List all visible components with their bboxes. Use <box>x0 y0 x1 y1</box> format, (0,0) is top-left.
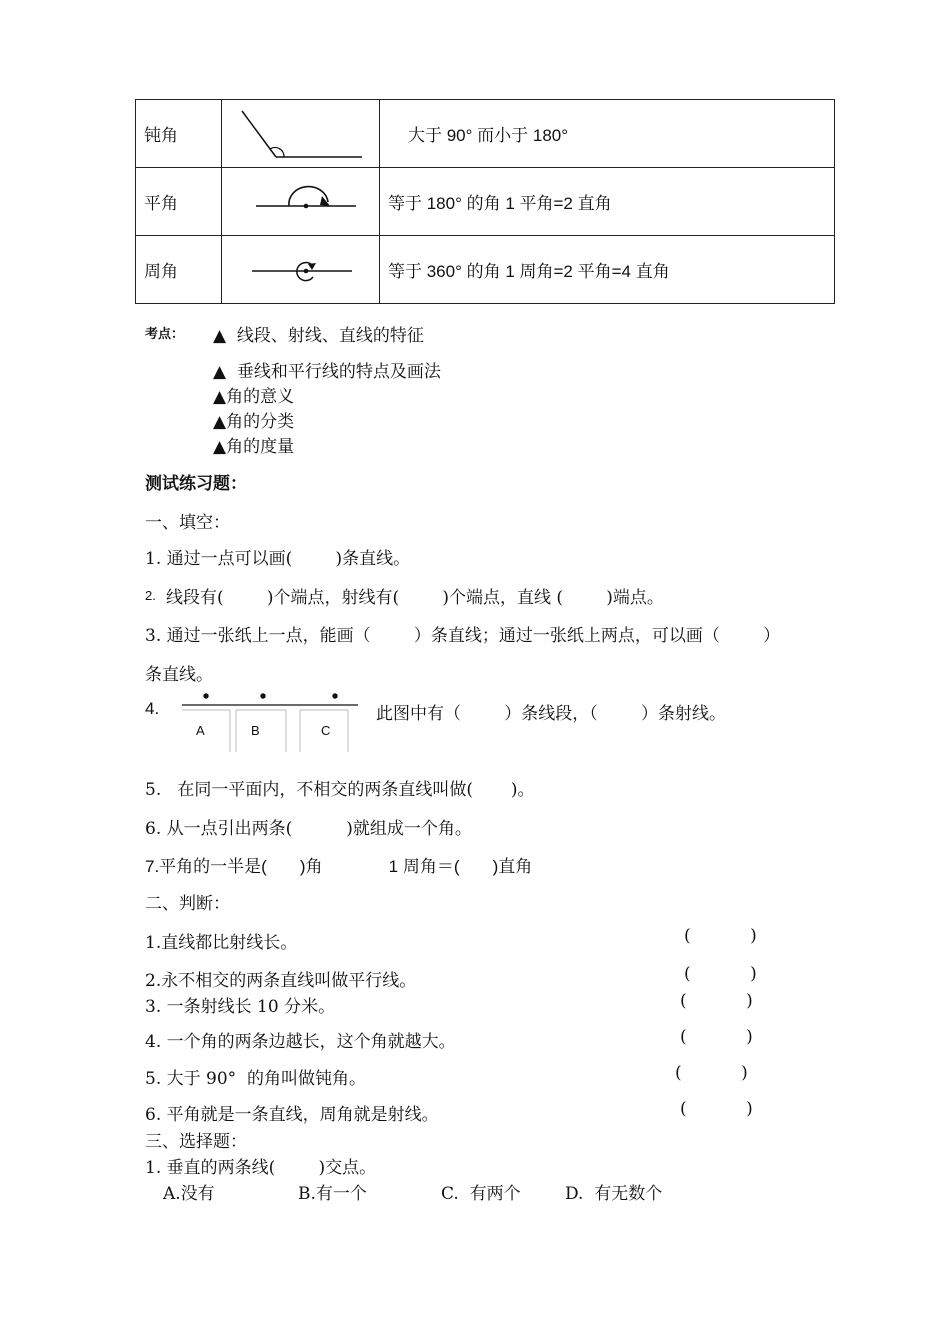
straight-angle-figure <box>222 168 380 236</box>
table-row <box>136 100 835 168</box>
key-point-item: ▲角的度量 <box>213 437 295 457</box>
section-heading: 三、选择题： <box>145 1132 247 1152</box>
key-point-item: ▲角的意义 <box>213 387 295 407</box>
judge-item: 6. 平角就是一条直线，周角就是射线。 <box>145 1105 439 1125</box>
question-number: 4. <box>145 699 160 718</box>
answer-blank: ( ) <box>684 964 757 984</box>
answer-blank: ( ) <box>675 1063 748 1083</box>
section-heading: 一、填空： <box>145 513 230 533</box>
question-fill-6: 6. 从一点引出两条( )就组成一个角。 <box>145 819 472 839</box>
angle-table <box>135 99 835 304</box>
key-point-item: ▲ 线段、射线、直线的特征 <box>213 326 424 346</box>
angle-name: 钝角 <box>136 100 222 168</box>
angle-description: 等于 360° 的角 1 周角=2 平角=4 直角 <box>380 236 835 304</box>
judge-item: 2.永不相交的两条直线叫做平行线。 <box>145 971 417 991</box>
key-point-item: ▲角的分类 <box>213 412 295 432</box>
section-heading: 二、判断： <box>145 894 230 914</box>
key-point-item: ▲ 垂线和平行线的特点及画法 <box>213 362 441 382</box>
answer-blank: ( ) <box>680 991 753 1011</box>
point-label: B <box>251 723 260 738</box>
question-fill-3: 3. 通过一张纸上一点，能画（ ）条直线；通过一张纸上两点，可以画（ ） <box>145 626 781 646</box>
answer-blank: ( ) <box>680 1027 753 1047</box>
point-label: C <box>321 723 331 738</box>
exercise-title: 测试练习题： <box>145 474 247 494</box>
key-points-label: 考点： <box>145 327 185 342</box>
choice-option: D. 有无数个 <box>565 1184 663 1204</box>
angle-name: 周角 <box>136 236 222 304</box>
round-angle-figure <box>222 236 380 304</box>
obtuse-angle-figure <box>222 100 380 168</box>
points-on-line-diagram <box>178 688 360 758</box>
choice-option: C. 有两个 <box>441 1184 521 1204</box>
question-fill-4: 此图中有（ ）条线段，（ ）条射线。 <box>376 704 726 724</box>
question-fill-2: 线段有( )个端点，射线有( )个端点，直线 ( )端点。 <box>166 588 664 608</box>
point-label: A <box>196 723 205 738</box>
table-row <box>136 236 835 304</box>
question-fill-3-cont: 条直线。 <box>145 665 213 685</box>
question-number: 2. <box>145 588 156 603</box>
angle-name: 平角 <box>136 168 222 236</box>
choice-question-1: 1. 垂直的两条线( )交点。 <box>145 1158 377 1178</box>
answer-blank: ( ) <box>684 926 757 946</box>
question-fill-7: 7.平角的一半是( )角 1 周角＝( )直角 <box>145 857 533 876</box>
angle-description: 大于 90° 而小于 180° <box>408 126 569 145</box>
judge-item: 1.直线都比射线长。 <box>145 933 298 953</box>
judge-item: 3. 一条射线长 10 分米。 <box>145 997 336 1017</box>
question-fill-5: 5. 在同一平面内，不相交的两条直线叫做( )。 <box>145 780 535 800</box>
answer-blank: ( ) <box>680 1099 753 1119</box>
angle-description: 等于 180° 的角 1 平角=2 直角 <box>380 168 835 236</box>
choice-option: A.没有 <box>163 1184 215 1204</box>
table-row <box>136 168 835 236</box>
judge-item: 5. 大于 90° 的角叫做钝角。 <box>145 1069 366 1089</box>
judge-item: 4. 一个角的两条边越长，这个角就越大。 <box>145 1032 456 1052</box>
choice-option: B.有一个 <box>298 1184 367 1204</box>
question-fill-1: 1. 通过一点可以画( )条直线。 <box>145 549 411 569</box>
